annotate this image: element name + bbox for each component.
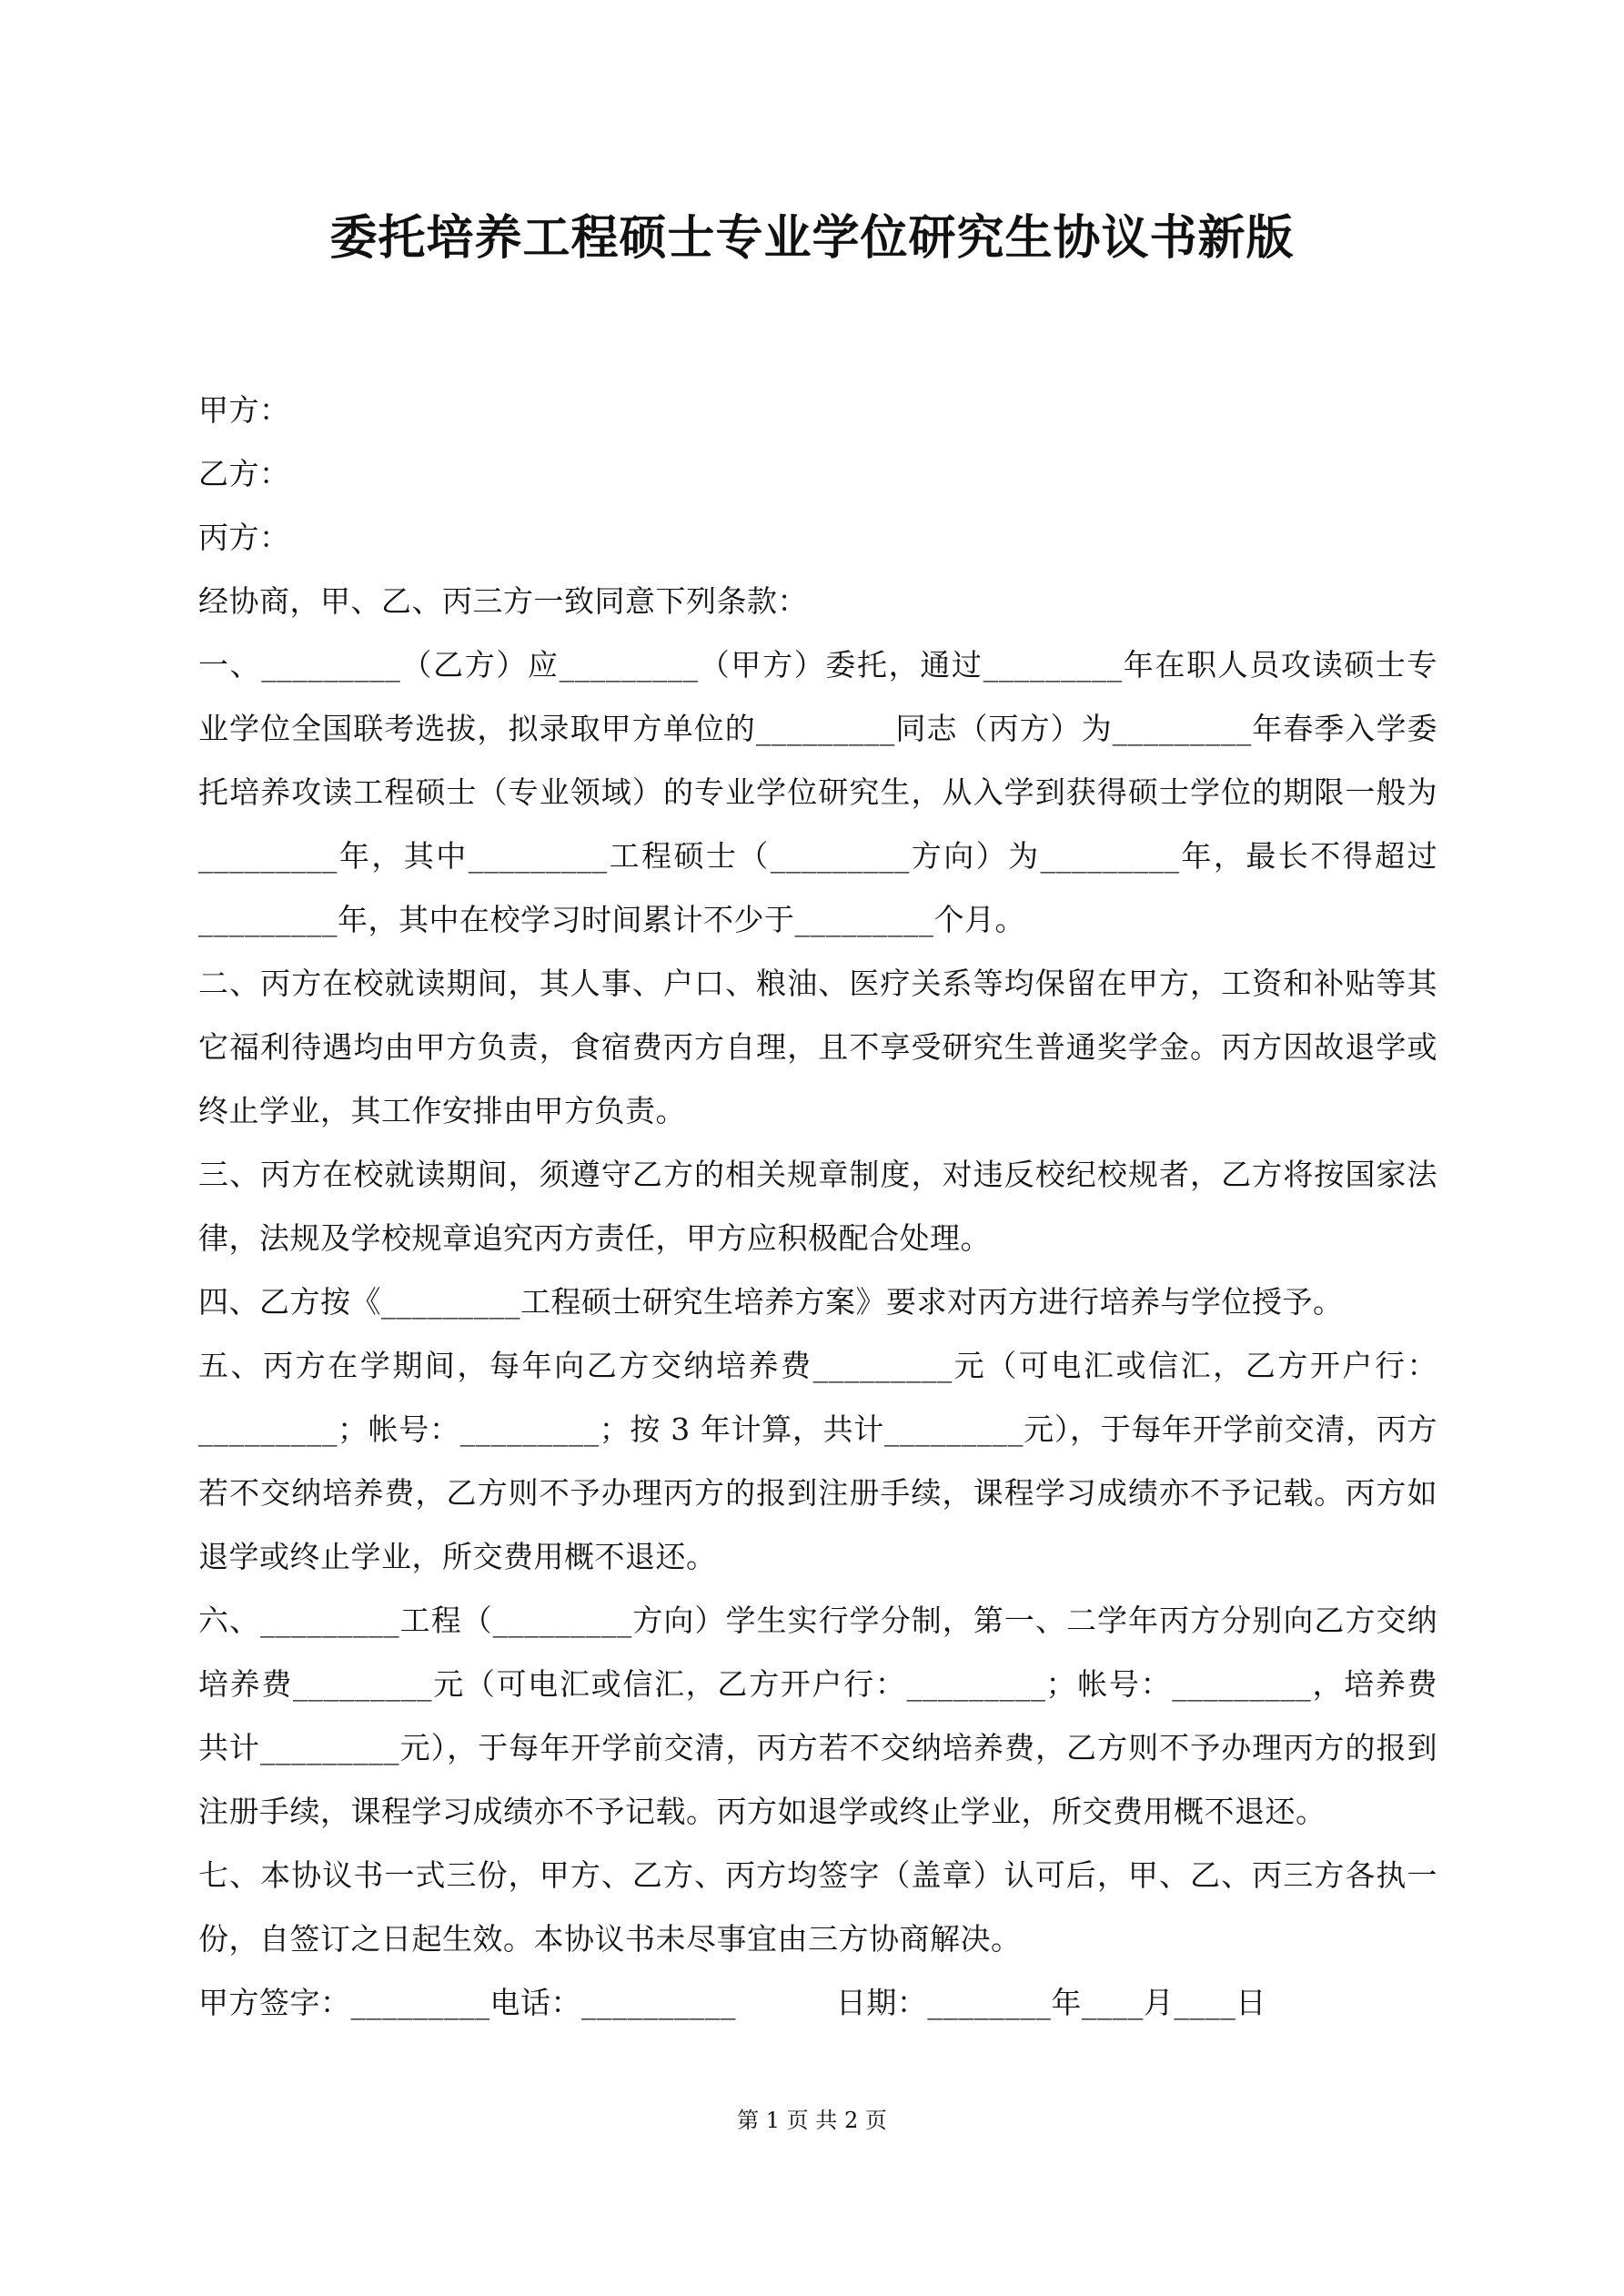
page-number-footer: 第 1 页 共 2 页 [737,2108,887,2133]
document-title: 委托培养工程硕士专业学位研究生协议书新版 [329,210,1295,266]
party-c-line: 丙方： [198,520,290,555]
document-body [198,379,1437,2035]
clause-3: 三、丙方在校就读期间，须遵守乙方的相关规章制度，对违反校纪校规者，乙方将按国家法律，法规及学校规章追究丙方责任，甲方应积极配合处理。 [198,1157,1437,1256]
clause-2: 二、丙方在校就读期间，其人事、户口、粮油、医疗关系等均保留在甲方，工资和补贴等其它福利待遇均由甲方负责，食宿费丙方自理，且不享受研究生普通奖学金。丙方因故退学或终止学业，其工作安排由甲方负责。 [198,966,1437,1128]
agreement-intro: 经协商，甲、乙、丙三方一致同意下列条款： [198,583,808,619]
clause-1: 一、_________（乙方）应_________（甲方）委托，通过_________年在职人员攻读硕士专业学位全国联考选拔，拟录取甲方单位的_________同志（丙方）为_________年春季入学委托培养攻读工程硕士（专业领域）的专业学位研究生，从入学到获得硕士学位的期限一般为_________年，其中_________工程硕士（_________方向）为_________年，最长不得超过_________年，其中在校学习时间累计不少于_________个月。 [198,647,1437,937]
party-a-line: 甲方： [198,392,290,428]
clause-6: 六、_________工程（_________方向）学生实行学分制，第一、二学年丙方分别向乙方交纳培养费_________元（可电汇或信汇，乙方开户行：_________；帐号：_________，培养费共计_________元），于每年开学前交清，丙方若不交纳培养费，乙方则不予办理丙方的报到注册手续，课程学习成绩亦不予记载。丙方如退学或终止学业，所交费用概不退还。 [198,1603,1437,1829]
clause-7: 七、本协议书一式三份，甲方、乙方、丙方均签字（盖章）认可后，甲、乙、丙三方各执一份，自签订之日起生效。本协议书未尽事宜由三方协商解决。 [198,1857,1437,1957]
clause-5: 五、丙方在学期间，每年向乙方交纳培养费_________元（可电汇或信汇，乙方开户行：_________；帐号：_________；按 3 年计算，共计_________元），于每年开学前交清，丙方若不交纳培养费，乙方则不予办理丙方的报到注册手续，课程学习成绩亦不予记载。丙方如退学或终止学业，所交费用概不退还。 [198,1348,1437,1574]
party-a-signature-line: 甲方签字：_________电话：__________ 日期：________年____月____日 [198,1985,1266,2020]
party-b-line: 乙方： [198,456,290,491]
clause-4: 四、乙方按《_________工程硕士研究生培养方案》要求对丙方进行培养与学位授予。 [198,1284,1344,1320]
